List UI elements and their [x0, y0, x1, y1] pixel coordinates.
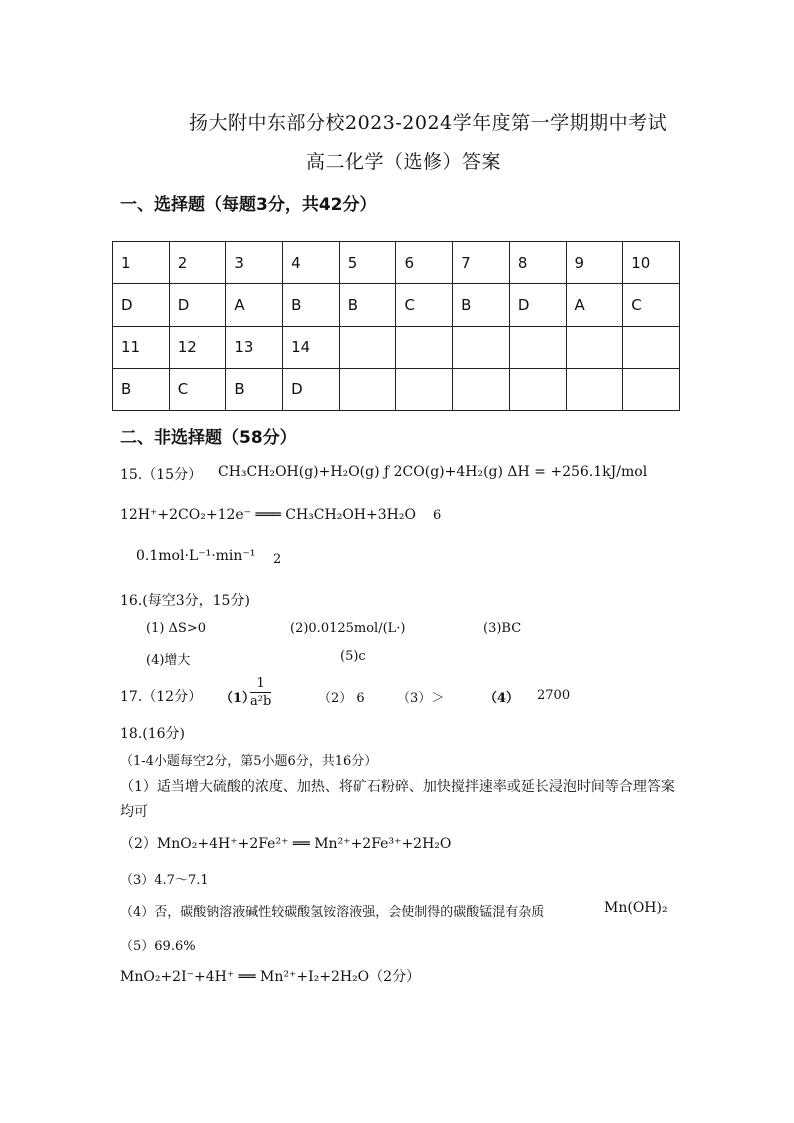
answer-table-row: [113, 368, 680, 410]
answer-table-cell: 14: [283, 326, 340, 368]
answer-table-cell: [453, 368, 510, 410]
answer-table-cell: 1: [113, 242, 170, 284]
answer-table-cell: C: [623, 284, 680, 326]
q18-answer-3: （3）4.7～7.1: [120, 873, 209, 888]
q17-part-1: （1）: [220, 691, 256, 706]
q16-label: 16.(每空3分，15分): [120, 593, 250, 609]
answer-table-cell: 6: [396, 242, 453, 284]
q17-part-4-value: 2700: [537, 688, 571, 703]
answer-table-cell: [396, 368, 453, 410]
answer-table-cell: D: [509, 284, 566, 326]
answer-table-cell: 7: [453, 242, 510, 284]
answer-table-cell: [566, 368, 623, 410]
answer-table-cell: 12: [169, 326, 226, 368]
answer-table-cell: D: [169, 284, 226, 326]
q17-fraction-denominator: a²b: [250, 694, 272, 709]
q17-part-3: （3）＞: [397, 691, 445, 706]
q17-part-2: （2） 6: [318, 691, 365, 706]
answer-table: [112, 241, 680, 411]
q17-label: 17.（12分）: [120, 689, 203, 705]
q16-answer-2: (2)0.0125mol/(L·): [290, 621, 406, 636]
answer-table-cell: 9: [566, 242, 623, 284]
document-subtitle: 高二化学（选修）答案: [306, 151, 502, 173]
q18-answer-4: （4）否，碳酸钠溶液碱性较碳酸氢铵溶液强，会使制得的碳酸锰混有杂质: [120, 905, 545, 920]
q16-answer-5: (5)c: [340, 649, 366, 664]
q15-answer-2: 6: [433, 508, 442, 523]
answer-table-cell: [623, 326, 680, 368]
q16-answer-4: (4)增大: [146, 653, 191, 668]
q16-answer-1: (1) ΔS>0: [146, 621, 207, 636]
q15-answer-3: 2: [273, 552, 282, 567]
answer-table-cell: [566, 326, 623, 368]
section1-heading: 一、选择题（每题3分，共42分）: [120, 195, 377, 215]
q15-equation-1: CH₃CH₂OH(g)+H₂O(g) ƒ 2CO(g)+4H₂(g) ΔH = +256.1kJ/mol: [218, 464, 648, 480]
q18-answer-2: （2）MnO₂+4H⁺+2Fe²⁺ ══ Mn²⁺+2Fe³⁺+2H₂O: [120, 836, 452, 852]
q17-fraction-numerator: 1: [250, 676, 271, 693]
answer-table-cell: A: [566, 284, 623, 326]
q18-answer-1-line1: （1）适当增大硫酸的浓度、加热、将矿石粉碎、加快搅拌速率或延长浸泡时间等合理答案: [120, 779, 675, 795]
answer-table-cell: B: [453, 284, 510, 326]
answer-table-cell: 3: [226, 242, 283, 284]
q18-answer-5-equation: MnO₂+2I⁻+4H⁺ ══ Mn²⁺+I₂+2H₂O（2分）: [120, 969, 421, 985]
answer-table-cell: C: [169, 368, 226, 410]
answer-table-cell: B: [113, 368, 170, 410]
answer-table-cell: [339, 368, 396, 410]
q18-answer-1-line2: 均可: [120, 804, 148, 820]
answer-table-cell: D: [113, 284, 170, 326]
section2-heading: 二、非选择题（58分）: [120, 428, 297, 448]
q18-answer-4-formula: Mn(OH)₂: [604, 900, 668, 916]
q15-rate: 0.1mol·L⁻¹·min⁻¹: [136, 548, 256, 564]
answer-table-cell: [509, 368, 566, 410]
answer-table-cell: B: [283, 284, 340, 326]
answer-table-cell: [509, 326, 566, 368]
answer-table-row: [113, 242, 680, 284]
answer-table-row: [113, 326, 680, 368]
answer-table-cell: [453, 326, 510, 368]
answer-table-cell: 2: [169, 242, 226, 284]
q17-part-4: （4）: [484, 691, 520, 706]
answer-table-cell: B: [339, 284, 396, 326]
answer-table-cell: [339, 326, 396, 368]
answer-table-cell: A: [226, 284, 283, 326]
q18-label: 18.(16分): [120, 726, 186, 742]
answer-table-cell: 13: [226, 326, 283, 368]
q16-answer-3: (3)BC: [483, 621, 522, 636]
answer-table-cell: [396, 326, 453, 368]
q15-equation-2: 12H⁺+2CO₂+12e⁻ ═══ CH₃CH₂OH+3H₂O: [120, 507, 416, 523]
answer-table-cell: 8: [509, 242, 566, 284]
answer-table-cell: B: [226, 368, 283, 410]
answer-table-cell: 11: [113, 326, 170, 368]
answer-table-cell: C: [396, 284, 453, 326]
document-title: 扬大附中东部分校2023-2024学年度第一学期期中考试: [189, 112, 668, 134]
answer-table-row: [113, 284, 680, 326]
q17-fraction: [250, 676, 271, 709]
q18-answer-5: （5）69.6%: [120, 939, 196, 954]
answer-table-cell: 5: [339, 242, 396, 284]
q18-note: （1-4小题每空2分，第5小题6分，共16分）: [120, 754, 378, 769]
answer-table-cell: D: [283, 368, 340, 410]
answer-table-cell: 10: [623, 242, 680, 284]
answer-table-cell: 4: [283, 242, 340, 284]
q15-label: 15.（15分）: [120, 467, 203, 483]
answer-table-cell: [623, 368, 680, 410]
